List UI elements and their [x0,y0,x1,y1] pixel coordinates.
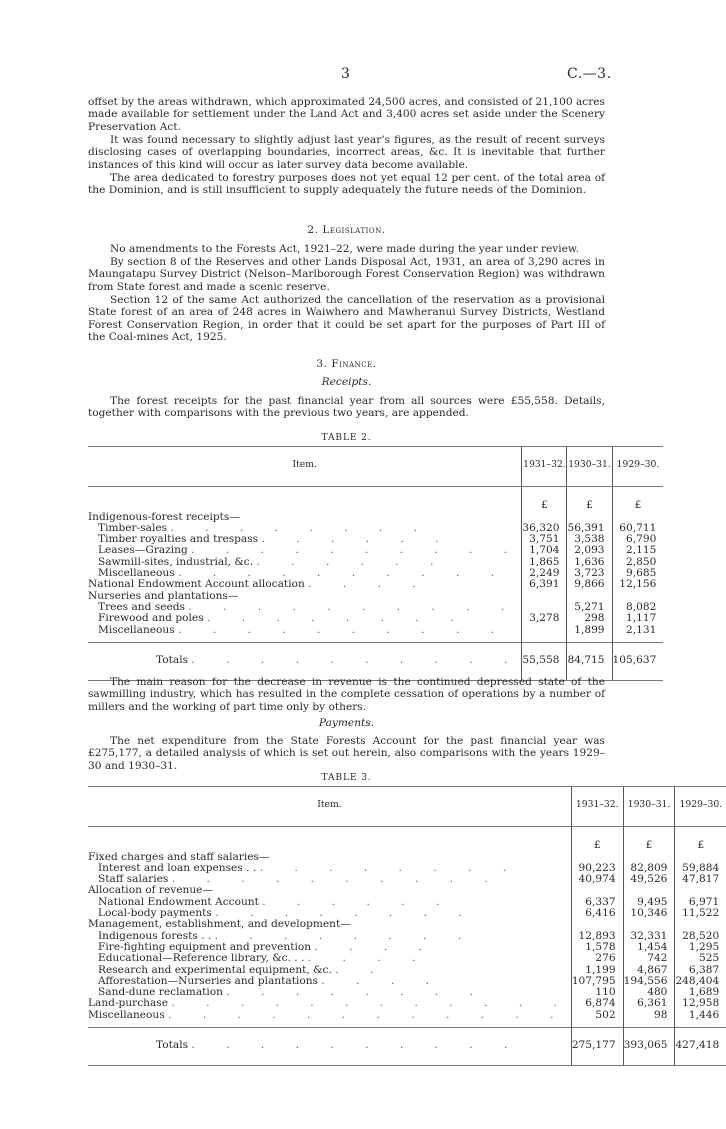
row-label: Miscellaneous [98,623,175,636]
row-label: Fixed charges and staff salaries— [88,850,270,863]
finance-heading: 3. Finance. [316,358,377,370]
row-label: Trees and seeds [98,600,185,613]
pound-sign: £ [567,487,612,512]
leader-dots: . . . . . . . . [214,929,476,942]
table-3 [88,786,726,1066]
value-cell: 40,974 [571,874,623,885]
value-cell: 1,446 [675,1010,726,1021]
value-cell: 56,391 [567,523,612,534]
value-cell: 8,082 [612,602,663,613]
legislation-paragraph-2: By section 8 of the Reserves and other Lands Disposal Act, 1931, an area of 3,290 acres in Maungatapu Survey District (Nelson–Marlborough Forest Conservation Region) was withdrawn from State forest and made a scenic reserve. [88,256,605,293]
value-cell [675,919,726,930]
row-label: Management, establishment, and development— [88,918,351,931]
table-3-header-item: Item. [88,787,571,827]
value-cell: 1,704 [522,545,567,556]
value-cell: 248,404 [675,976,726,987]
pound-sign: £ [571,827,623,852]
row-label: Timber royalties and trespass [98,533,259,546]
value-cell: 276 [571,953,623,964]
leader-dots: . . . . . . . . [170,521,431,534]
total-value-cell: 393,065 [623,1028,675,1066]
intro-paragraph-3: The area dedicated to forestry purposes does not yet equal 12 per cent. of the total area of the Dominion, and is still insufficient to supply adequately the future needs of the Dominion. [88,172,605,197]
leader-dots: . . . . . . . . . . . . [168,1008,568,1021]
row-label: Leases—Grazing [98,544,188,557]
table-3-title: TABLE 3. [321,772,372,783]
value-cell: 4,867 [623,965,675,976]
table-2-header-1930-31: 1930–31. [567,447,612,487]
row-label: Timber-sales [98,521,168,534]
value-cell: 3,723 [567,568,612,579]
leader-dots: . . . . . . . . [259,861,521,874]
value-cell: 1,454 [623,942,675,953]
row-label: Interest and loan expenses . . [98,861,257,874]
value-cell: 28,520 [675,931,726,942]
leader-dots: . . . . . . . . [206,612,468,625]
row-label: Fire-fighting equipment and prevention [98,940,312,953]
payments-subheading: Payments. [318,717,375,729]
row-label: Land-purchase [88,997,168,1010]
value-cell: 5,271 [567,602,612,613]
intro-paragraph-1: offset by the areas withdrawn, which approximated 24,500 acres, and consisted of 21,100 acres made available for settlement under the Land Act and 3,400 acres set aside under the Scenery Preservation Act. [88,96,605,133]
row-label: Indigenous-forest receipts— [88,510,240,523]
total-value-cell: 55,558 [522,642,567,680]
row-label: Afforestation—Nurseries and plantations [98,974,318,987]
leader-dots: . . . . . . . . [226,986,487,999]
pound-sign: £ [623,827,675,852]
leader-dots: . . . . [307,952,430,965]
pound-sign: £ [522,487,567,512]
total-value-cell: 84,715 [567,642,612,680]
table-3-header-1929-30: 1929–30. [675,787,726,827]
total-value-cell: 427,418 [675,1028,726,1066]
row-label: Allocation of revenue— [88,884,214,897]
totals-label: Totals [156,653,189,666]
value-cell: 1,865 [522,557,567,568]
value-cell: 480 [623,987,675,998]
leader-dots: . . . . . . . . [215,907,476,920]
leader-dots: . . . . . . [256,555,448,568]
value-cell: 6,790 [612,534,663,545]
totals-row [88,642,663,680]
value-cell: 10,346 [623,908,675,919]
value-cell: 59,884 [675,863,726,874]
total-value-cell: 105,637 [612,642,663,680]
table-3-header-1931-32: 1931–32. [571,787,623,827]
value-cell: 98 [623,1010,675,1021]
leader-dots: . . . . . . . . . . [191,1039,522,1052]
legislation-heading: 2. Legislation. [307,224,386,236]
receipts-subheading: Receipts. [321,376,372,388]
value-cell: 6,416 [571,908,623,919]
row-label: Educational—Reference library, &c. . . [98,952,305,965]
document-reference: C.—3. [567,66,612,82]
row-label: Local-body payments [98,907,212,920]
value-cell: 1,636 [567,557,612,568]
leader-dots: . . . . . . . . . . [188,600,519,613]
value-cell: 90,223 [571,863,623,874]
row-label: Indigenous forests . . [98,929,212,942]
value-cell: 32,331 [623,931,675,942]
row-label: Firewood and poles [98,612,204,625]
value-cell: 298 [567,613,612,624]
value-cell [623,919,675,930]
leader-dots: . . . . [308,578,430,591]
value-cell: 11,522 [675,908,726,919]
intro-paragraph-2: It was found necessary to slightly adjust last year’s figures, as the result of recent surveys disclosing cases of overlapping boundaries, incorrect areas, &c. It is inevitable that further instances of this kind will occur as later survey data become available. [88,134,605,171]
value-cell: 110 [571,987,623,998]
value-cell: 9,495 [623,897,675,908]
value-cell: 1,899 [567,625,612,636]
row-label: National Endowment Account allocation [88,578,305,591]
value-cell: 47,817 [675,874,726,885]
receipts-explanation: The main reason for the decrease in revenue is the continued depressed state of the sawmilling industry, which has resulted in the complete cessation of operations by a number of millers and the working of part time only by others. [88,676,605,713]
leader-dots: . . . . . . . . . . . . [171,997,571,1010]
value-cell: 2,093 [567,545,612,556]
leader-dots: . . . . [314,940,437,953]
table-row [88,625,663,636]
leader-dots: . . . . . . [262,895,454,908]
value-cell: 49,526 [623,874,675,885]
pound-sign: £ [675,827,726,852]
value-cell: 9,685 [612,568,663,579]
row-label: Miscellaneous [88,1008,165,1021]
value-cell: 12,893 [571,931,623,942]
value-cell: 194,556 [623,976,675,987]
receipts-paragraph: The forest receipts for the past financial year from all sources were £55,558. Details, together with comparisons with the previous two years, are appended. [88,395,605,420]
value-cell: 9,866 [567,579,612,590]
table-2-title: TABLE 2. [321,432,372,443]
value-cell: 6,361 [623,998,675,1009]
value-cell: 502 [571,1010,623,1021]
value-cell: 742 [623,953,675,964]
value-cell [522,591,567,602]
payments-paragraph: The net expenditure from the State Forests Account for the past financial year was £275,177, a detailed analysis of which is set out herein, also comparisons with the years 1929–30 and 1930–31. [88,735,605,772]
totals-label: Totals [156,1039,189,1052]
row-label: National Endowment Account [98,895,259,908]
row-label: Miscellaneous [98,567,175,580]
page-number: 3 [341,66,350,82]
legislation-paragraph-3: Section 12 of the same Act authorized the cancellation of the reservation as a provisional State forest of an area of 248 acres in Waiwhero and Mawheranui Survey Districts, Westland Forest Conservation Region, in order that it could be set apart for the purposes of Part III of the Coal-mines Act, 1925. [88,294,605,344]
table-3-header-1930-31: 1930–31. [623,787,675,827]
value-cell: 6,387 [675,965,726,976]
value-cell: 6,337 [571,897,623,908]
value-cell: 82,809 [623,863,675,874]
value-cell: 107,795 [571,976,623,987]
value-cell: 1,295 [675,942,726,953]
value-cell: 1,578 [571,942,623,953]
leader-dots: . . . . . . . . . . [191,544,522,557]
row-label: Research and experimental equipment, &c. [98,963,332,976]
table-2-header-item: Item. [88,447,522,487]
value-cell: 3,538 [567,534,612,545]
value-cell: 2,850 [612,557,663,568]
row-label: Sand-dune reclamation [98,986,223,999]
leader-dots: . . . . [321,974,443,987]
leader-dots: . . . . . . [261,533,453,546]
value-cell: 12,156 [612,579,663,590]
value-cell: 12,958 [675,998,726,1009]
row-label: Nurseries and plantations— [88,589,239,602]
value-cell: 6,971 [675,897,726,908]
value-cell [522,625,567,636]
value-cell: 525 [675,953,726,964]
legislation-paragraph-1: No amendments to the Forests Act, 1921–22, were made during the year under review. [110,243,580,255]
value-cell: 2,249 [522,568,567,579]
totals-row [88,1028,726,1066]
value-cell: 3,278 [522,613,567,624]
value-cell: 1,117 [612,613,663,624]
row-label: Staff salaries [98,873,169,886]
table-row [88,1010,726,1021]
total-value-cell: 275,177 [571,1028,623,1066]
value-cell: 2,131 [612,625,663,636]
value-cell [571,919,623,930]
value-cell: 6,391 [522,579,567,590]
leader-dots: . . . . . . . . . . [191,653,522,666]
value-cell: 6,874 [571,998,623,1009]
table-2 [88,446,663,681]
leader-dots: . . . . . . . . . . [178,623,509,636]
value-cell: 1,689 [675,987,726,998]
value-cell: 1,199 [571,965,623,976]
table-2-header-1931-32: 1931–32. [522,447,567,487]
row-label: Sawmill-sites, industrial, &c. [98,555,254,568]
leader-dots: . . [335,963,388,976]
pound-sign: £ [612,487,663,512]
value-cell: 3,751 [522,534,567,545]
leader-dots: . . . . . . . . . . [171,873,502,886]
value-cell: 36,320 [522,523,567,534]
leader-dots: . . . . . . . . . . [178,567,509,580]
value-cell: 2,115 [612,545,663,556]
value-cell: 60,711 [612,523,663,534]
table-2-header-1929-30: 1929–30. [612,447,663,487]
